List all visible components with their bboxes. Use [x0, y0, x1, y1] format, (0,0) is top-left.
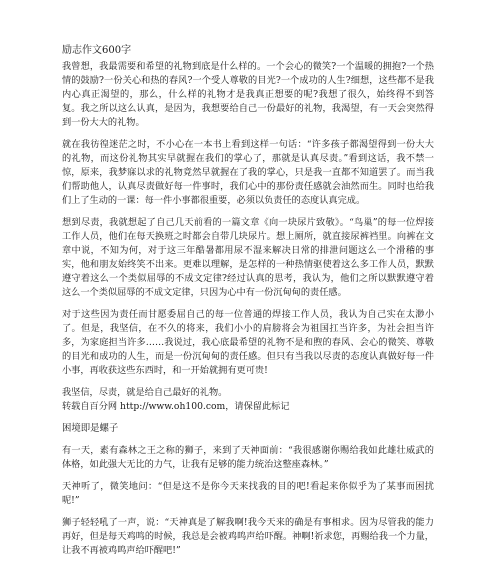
document-page	[62, 44, 434, 566]
paragraph-5: 我坚信，尽责，就是给自己最好的礼物。	[62, 387, 228, 398]
section-paragraph-2: 天神听了，微笑地问：“但是这不是你今天来找我的目的吧!看起来你似乎为了某事而困扰呢!”	[62, 481, 434, 506]
paragraph-4: 对于这些因为责任而甘愿委屈自己的每一位普通的焊接工作人员，我认为自己实在太渺小了。但是，我坚信，在不久的将来，我们小小的肩膀将会为祖国扛当许多，为社会担当许多，为家庭担当许多……我说过，我心底最希望的礼物不是和煦的春风、会心的微笑、尊敬的目光和成功的人生，而是一份沉甸甸的责任感。但只有当我以尽责的态度认真做好每一件小事，再收获这些东西时，和一开始就拥有更可贵!	[62, 309, 434, 376]
source-line: 转载自百分网 http://www.oh100.com，请保留此标记	[62, 401, 290, 412]
paragraph-1: 我曾想，我最需要和希望的礼物到底是什么样的。一个会心的微笑?一个温暖的拥抱?一个热情的鼓励?一份关心和热的春风?一个受人尊敬的目光?一个成功的人生?细想，这些都不是我内心真正渴望的，那么，什么样的礼物才是我真正想要的呢?我想了很久，始终得不到答复。我之所以这么认真，是因为，我想要给自己一份最好的礼物，我渴望，有一天会突然得到一份大大的礼物。	[62, 61, 434, 128]
section-paragraph-1: 有一天，素有森林之王之称的狮子，来到了天神面前：“我很感谢你赐给我如此雄壮威武的体格，如此强大无比的力气，让我有足够的能力统治这整座森林。”	[62, 445, 434, 470]
paragraph-2: 就在我彷徨迷茫之时，不小心在一本书上看到这样一句话：“许多孩子都渴望得到一份大大的礼物，而这份礼物其实早就握在我们的掌心了，那就是认真尽责。”看到这话，我不禁一惊，原来，我梦寐以求的礼物竟然早就握在了我的掌心，只是我一直都不知道罢了。而当我们帮助他人，认真尽责做好每一件事时，我们心中的那份责任感就会油然而生。同时也给我们上了生动的一课：每一件小事都很重要，必须以负责任的态度认真完成。	[62, 139, 434, 206]
document-title: 励志作文600字	[62, 45, 132, 56]
section-paragraph-3: 狮子轻轻吼了一声，说：“天神真是了解我啊!我今天来的确是有事相求。因为尽管我的能力再好，但是每天鸡鸣的时候，我总是会被鸡鸣声给吓醒。神啊!祈求您，再赐给我一个力量，让我不再被鸡鸣声给吓醒吧!”	[62, 517, 434, 556]
paragraph-3: 想到尽责，我就想起了自己几天前看的一篇文章《向一块尿片致敬》。“鸟巢”的每一位焊接工作人员，他们在每天换班之时都会自带几块尿片。想上厕所，就直接尿裤裆里。向裤在文章中说，不知为何，对于这三年酷暑都用尿不湿来解决日常的排泄问题这么一个滑稽的事实，他和朋友始终笑不出来。更难以理解，是怎样的一种热情驱使着这么多工作人员，默默遵守着这么一个类似屈辱的不成文定律?经过认真的思考，我认为，他们之所以默默遵守着这么一个类似屈辱的不成文定律，只因为心中有一份沉甸甸的责任感。	[62, 217, 434, 298]
section-title: 困境即是螺子	[62, 423, 119, 434]
